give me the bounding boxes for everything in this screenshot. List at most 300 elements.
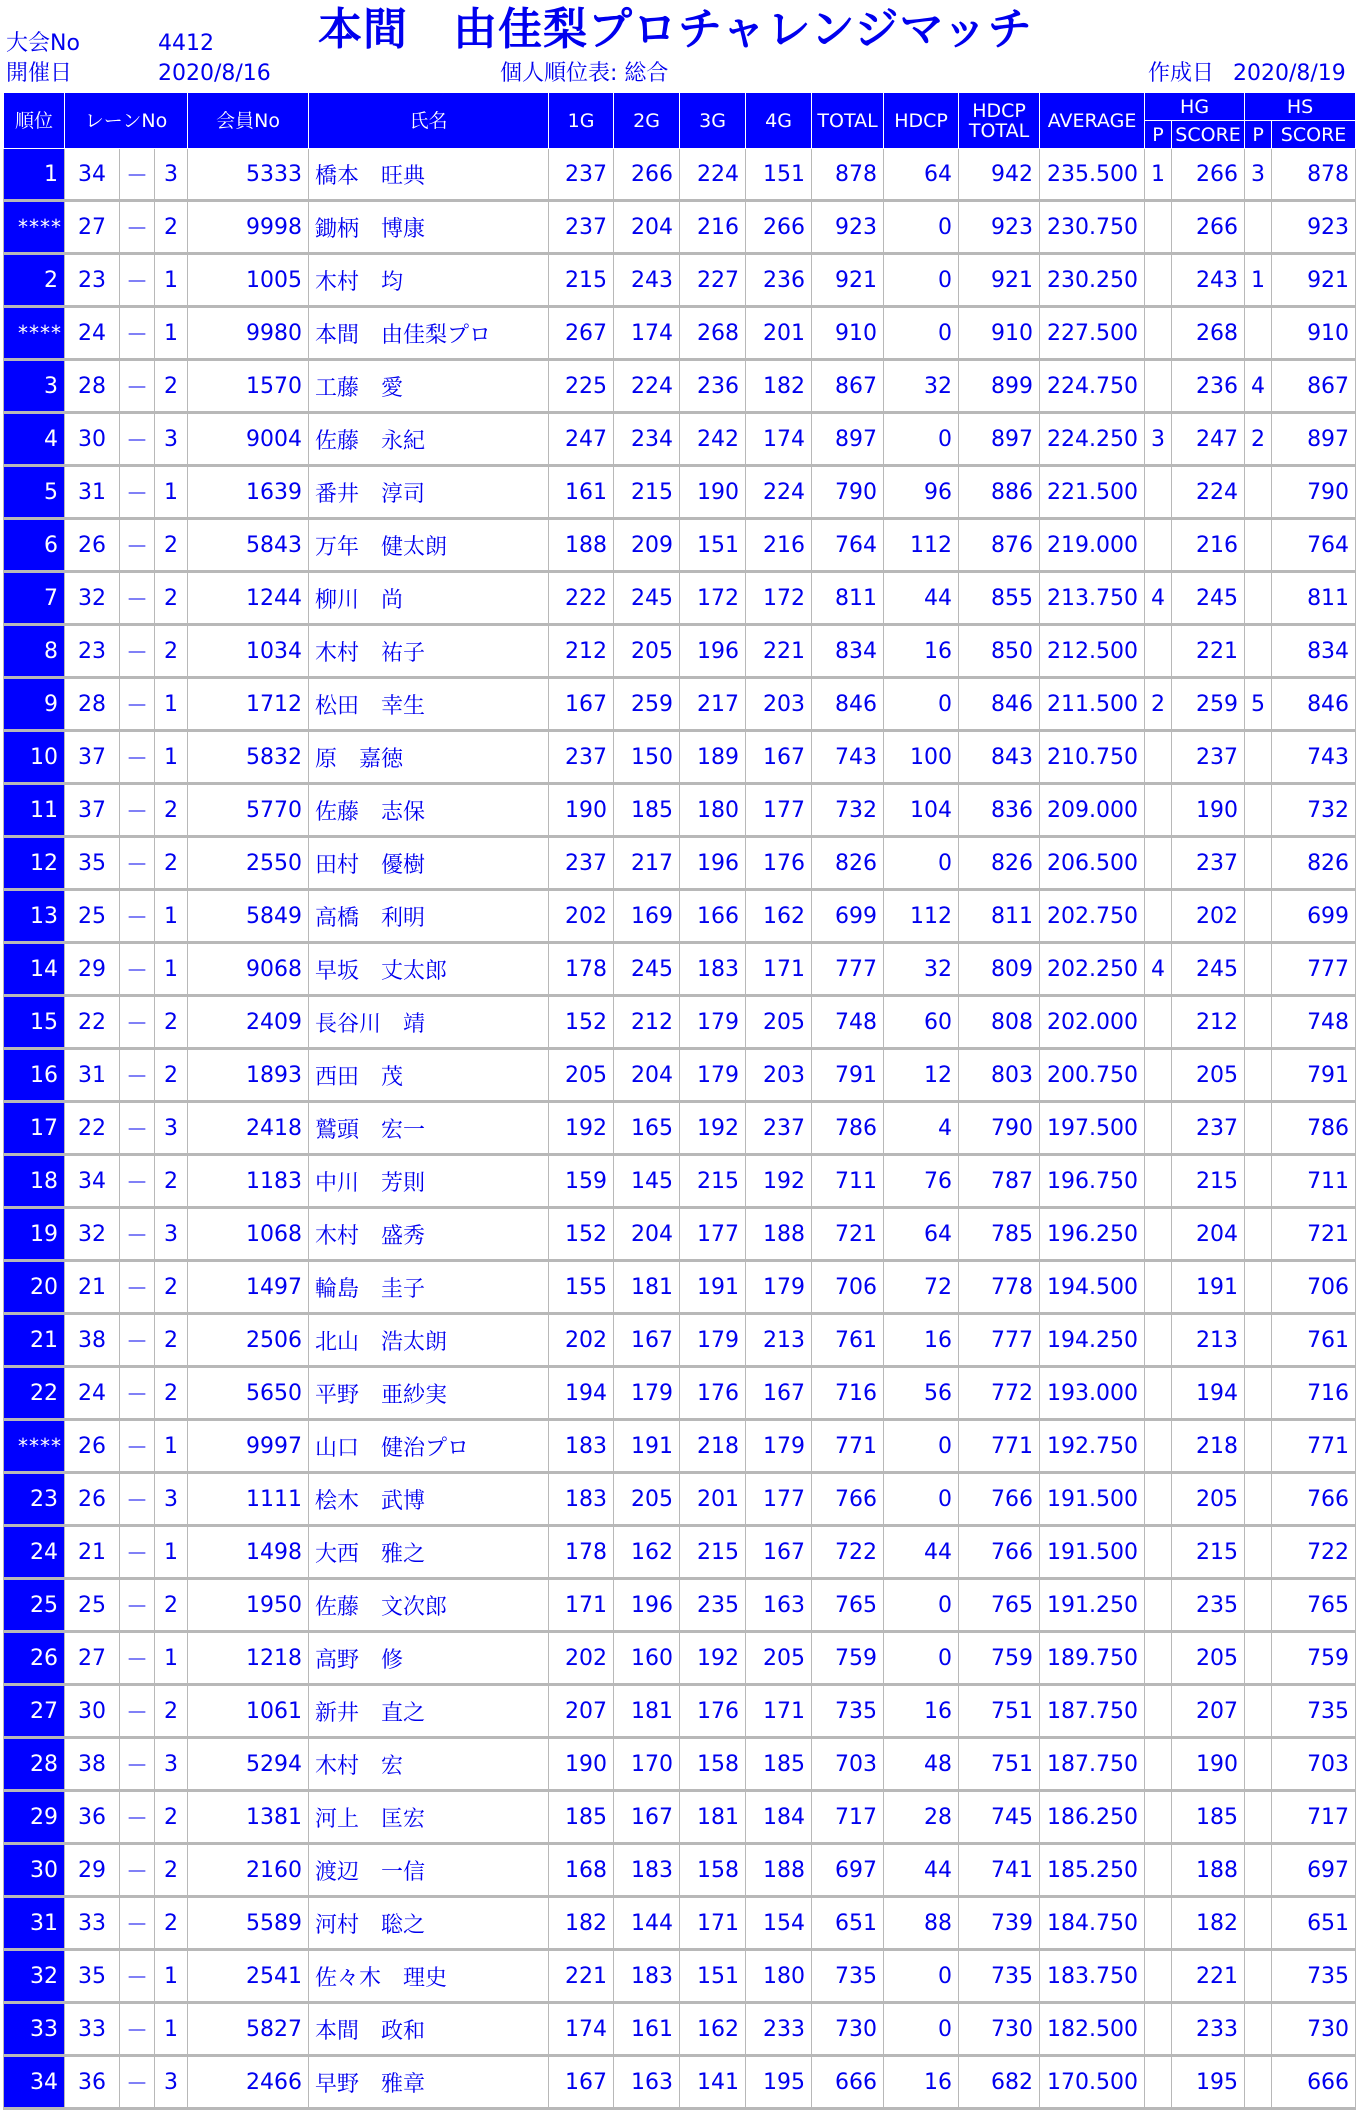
hdcp-cell: 0: [884, 1473, 959, 1526]
rank-cell: ****: [4, 307, 65, 360]
total-cell: 711: [812, 1155, 884, 1208]
lane-cell: 36: [65, 1791, 120, 1844]
game3-cell: 227: [680, 254, 746, 307]
rank-cell: 1: [4, 149, 65, 201]
game4-cell: 167: [746, 1526, 812, 1579]
game2-cell: 259: [614, 678, 680, 731]
lane-cell: 34: [65, 1155, 120, 1208]
hdcp-total-cell: 745: [959, 1791, 1040, 1844]
total-cell: 759: [812, 1632, 884, 1685]
game1-cell: 205: [549, 1049, 614, 1102]
hdcp-cell: 32: [884, 943, 959, 996]
total-cell: 921: [812, 254, 884, 307]
hs-score-cell: 716: [1272, 1367, 1356, 1420]
game1-cell: 222: [549, 572, 614, 625]
col-total: TOTAL: [812, 93, 884, 149]
hdcp-cell: 44: [884, 1844, 959, 1897]
average-cell: 184.750: [1040, 1897, 1145, 1950]
lane-dash: －: [120, 201, 155, 254]
average-cell: 235.500: [1040, 149, 1145, 201]
total-cell: 666: [812, 2056, 884, 2109]
average-cell: 194.500: [1040, 1261, 1145, 1314]
hs-score-cell: 651: [1272, 1897, 1356, 1950]
hdcp-total-cell: 778: [959, 1261, 1040, 1314]
hg-score-cell: 236: [1172, 360, 1245, 413]
hs-score-cell: 721: [1272, 1208, 1356, 1261]
game4-cell: 174: [746, 413, 812, 466]
hs-place-cell: 4: [1245, 360, 1272, 413]
game2-cell: 183: [614, 1950, 680, 2003]
member-no-cell: 1068: [188, 1208, 309, 1261]
game2-cell: 144: [614, 1897, 680, 1950]
lane-sub-cell: 2: [155, 201, 188, 254]
rank-cell: 27: [4, 1685, 65, 1738]
hs-score-cell: 790: [1272, 466, 1356, 519]
col-hg: HG: [1145, 93, 1245, 121]
lane-cell: 30: [65, 1685, 120, 1738]
lane-sub-cell: 1: [155, 254, 188, 307]
hg-score-cell: 191: [1172, 1261, 1245, 1314]
game1-cell: 168: [549, 1844, 614, 1897]
lane-sub-cell: 2: [155, 1685, 188, 1738]
table-row: [4, 784, 1356, 837]
game3-cell: 201: [680, 1473, 746, 1526]
game1-cell: 237: [549, 149, 614, 201]
game3-cell: 215: [680, 1155, 746, 1208]
player-name-cell: 万年 健太朗: [309, 519, 549, 572]
average-cell: 202.250: [1040, 943, 1145, 996]
hg-score-cell: 245: [1172, 943, 1245, 996]
game4-cell: 167: [746, 731, 812, 784]
average-cell: 202.000: [1040, 996, 1145, 1049]
game2-cell: 245: [614, 572, 680, 625]
col-hs-p: P: [1245, 121, 1272, 149]
player-name-cell: 本間 政和: [309, 2003, 549, 2056]
player-name-cell: 橋本 旺典: [309, 149, 549, 201]
total-cell: 732: [812, 784, 884, 837]
hg-score-cell: 237: [1172, 837, 1245, 890]
page-title: 本間 由佳梨プロチャレンジマッチ: [318, 4, 1033, 55]
game2-cell: 174: [614, 307, 680, 360]
table-row: [4, 625, 1356, 678]
hdcp-total-cell: 751: [959, 1685, 1040, 1738]
lane-sub-cell: 2: [155, 1049, 188, 1102]
game3-cell: 171: [680, 1897, 746, 1950]
hg-place-cell: [1145, 1473, 1172, 1526]
hg-score-cell: 245: [1172, 572, 1245, 625]
hg-place-cell: [1145, 1367, 1172, 1420]
lane-sub-cell: 3: [155, 1738, 188, 1791]
hdcp-cell: 16: [884, 2056, 959, 2109]
rank-cell: 15: [4, 996, 65, 1049]
lane-sub-cell: 2: [155, 996, 188, 1049]
hs-score-cell: 786: [1272, 1102, 1356, 1155]
player-name-cell: 佐々木 理史: [309, 1950, 549, 2003]
lane-dash: －: [120, 1367, 155, 1420]
table-row: [4, 890, 1356, 943]
lane-dash: －: [120, 572, 155, 625]
hdcp-total-cell: 897: [959, 413, 1040, 466]
game2-cell: 212: [614, 996, 680, 1049]
game2-cell: 183: [614, 1844, 680, 1897]
member-no-cell: 5832: [188, 731, 309, 784]
lane-cell: 35: [65, 1950, 120, 2003]
hg-score-cell: 233: [1172, 2003, 1245, 2056]
game4-cell: 185: [746, 1738, 812, 1791]
hs-score-cell: 867: [1272, 360, 1356, 413]
game2-cell: 205: [614, 625, 680, 678]
game3-cell: 268: [680, 307, 746, 360]
hg-place-cell: [1145, 1420, 1172, 1473]
hg-score-cell: 215: [1172, 1155, 1245, 1208]
hdcp-cell: 0: [884, 307, 959, 360]
table-row: [4, 1738, 1356, 1791]
lane-dash: －: [120, 1261, 155, 1314]
hs-place-cell: [1245, 1420, 1272, 1473]
lane-dash: －: [120, 678, 155, 731]
created-label: 作成日: [1148, 61, 1215, 86]
lane-sub-cell: 1: [155, 466, 188, 519]
rank-cell: 5: [4, 466, 65, 519]
hdcp-cell: 0: [884, 2003, 959, 2056]
game4-cell: 162: [746, 890, 812, 943]
hg-score-cell: 243: [1172, 254, 1245, 307]
table-row: [4, 360, 1356, 413]
lane-sub-cell: 1: [155, 2003, 188, 2056]
hg-score-cell: 266: [1172, 149, 1245, 201]
rank-cell: 33: [4, 2003, 65, 2056]
lane-dash: －: [120, 2003, 155, 2056]
hs-score-cell: 706: [1272, 1261, 1356, 1314]
hg-place-cell: 3: [1145, 413, 1172, 466]
table-row: [4, 1950, 1356, 2003]
hdcp-total-cell: 741: [959, 1844, 1040, 1897]
hs-place-cell: [1245, 837, 1272, 890]
lane-sub-cell: 2: [155, 572, 188, 625]
game4-cell: 177: [746, 784, 812, 837]
hs-score-cell: 748: [1272, 996, 1356, 1049]
event-no-label: 大会No: [6, 31, 80, 56]
col-name: 氏名: [309, 93, 549, 149]
game3-cell: 224: [680, 149, 746, 201]
hs-place-cell: [1245, 1049, 1272, 1102]
hg-place-cell: [1145, 1844, 1172, 1897]
player-name-cell: 北山 浩太朗: [309, 1314, 549, 1367]
hg-score-cell: 204: [1172, 1208, 1245, 1261]
game2-cell: 224: [614, 360, 680, 413]
hg-place-cell: [1145, 1155, 1172, 1208]
player-name-cell: 木村 宏: [309, 1738, 549, 1791]
table-row: [4, 1897, 1356, 1950]
col-hs: HS: [1245, 93, 1356, 121]
hs-place-cell: [1245, 1208, 1272, 1261]
hg-place-cell: [1145, 307, 1172, 360]
game2-cell: 191: [614, 1420, 680, 1473]
hg-place-cell: [1145, 1314, 1172, 1367]
lane-cell: 31: [65, 1049, 120, 1102]
hs-place-cell: [1245, 1367, 1272, 1420]
hdcp-cell: 16: [884, 1685, 959, 1738]
lane-cell: 26: [65, 1473, 120, 1526]
lane-dash: －: [120, 996, 155, 1049]
game3-cell: 158: [680, 1738, 746, 1791]
hdcp-total-cell: 809: [959, 943, 1040, 996]
hdcp-total-cell: 808: [959, 996, 1040, 1049]
hs-score-cell: 765: [1272, 1579, 1356, 1632]
member-no-cell: 2506: [188, 1314, 309, 1367]
total-cell: 791: [812, 1049, 884, 1102]
table-row: [4, 1367, 1356, 1420]
lane-dash: －: [120, 1844, 155, 1897]
col-hg-score: SCORE: [1172, 121, 1245, 149]
lane-cell: 22: [65, 1102, 120, 1155]
game2-cell: 181: [614, 1261, 680, 1314]
game4-cell: 201: [746, 307, 812, 360]
game3-cell: 192: [680, 1632, 746, 1685]
hg-score-cell: 202: [1172, 890, 1245, 943]
hs-score-cell: 735: [1272, 1685, 1356, 1738]
lane-sub-cell: 2: [155, 1367, 188, 1420]
player-name-cell: 松田 幸生: [309, 678, 549, 731]
hs-score-cell: 711: [1272, 1155, 1356, 1208]
col-3g: 3G: [680, 93, 746, 149]
member-no-cell: 2541: [188, 1950, 309, 2003]
hg-score-cell: 215: [1172, 1526, 1245, 1579]
game1-cell: 183: [549, 1473, 614, 1526]
hg-score-cell: 237: [1172, 731, 1245, 784]
game4-cell: 195: [746, 2056, 812, 2109]
game3-cell: 179: [680, 1314, 746, 1367]
game3-cell: 191: [680, 1261, 746, 1314]
total-cell: 748: [812, 996, 884, 1049]
member-no-cell: 1639: [188, 466, 309, 519]
lane-cell: 26: [65, 1420, 120, 1473]
member-no-cell: 5849: [188, 890, 309, 943]
average-cell: 230.250: [1040, 254, 1145, 307]
game2-cell: 204: [614, 1208, 680, 1261]
member-no-cell: 1570: [188, 360, 309, 413]
hg-score-cell: 221: [1172, 1950, 1245, 2003]
game2-cell: 234: [614, 413, 680, 466]
player-name-cell: 桧木 武博: [309, 1473, 549, 1526]
table-header: [4, 93, 1356, 149]
game4-cell: 192: [746, 1155, 812, 1208]
hg-score-cell: 235: [1172, 1579, 1245, 1632]
game3-cell: 179: [680, 1049, 746, 1102]
game3-cell: 218: [680, 1420, 746, 1473]
hs-score-cell: 717: [1272, 1791, 1356, 1844]
lane-sub-cell: 2: [155, 1897, 188, 1950]
member-no-cell: 1893: [188, 1049, 309, 1102]
lane-sub-cell: 1: [155, 731, 188, 784]
game3-cell: 162: [680, 2003, 746, 2056]
hg-score-cell: 213: [1172, 1314, 1245, 1367]
game3-cell: 179: [680, 996, 746, 1049]
rank-cell: 31: [4, 1897, 65, 1950]
table-body: [4, 149, 1356, 2109]
col-hg-p: P: [1145, 121, 1172, 149]
lane-dash: －: [120, 1685, 155, 1738]
player-name-cell: 工藤 愛: [309, 360, 549, 413]
lane-cell: 21: [65, 1526, 120, 1579]
hs-place-cell: [1245, 466, 1272, 519]
player-name-cell: 山口 健治プロ: [309, 1420, 549, 1473]
average-cell: 194.250: [1040, 1314, 1145, 1367]
average-cell: 230.750: [1040, 201, 1145, 254]
game2-cell: 161: [614, 2003, 680, 2056]
game1-cell: 237: [549, 731, 614, 784]
hdcp-cell: 48: [884, 1738, 959, 1791]
total-cell: 923: [812, 201, 884, 254]
lane-cell: 22: [65, 996, 120, 1049]
game4-cell: 180: [746, 1950, 812, 2003]
game2-cell: 169: [614, 890, 680, 943]
hdcp-total-cell: 785: [959, 1208, 1040, 1261]
average-cell: 202.750: [1040, 890, 1145, 943]
game4-cell: 188: [746, 1844, 812, 1897]
lane-sub-cell: 3: [155, 413, 188, 466]
game2-cell: 266: [614, 149, 680, 201]
game1-cell: 202: [549, 1314, 614, 1367]
game3-cell: 192: [680, 1102, 746, 1155]
hg-place-cell: 4: [1145, 943, 1172, 996]
col-lane: レーンNo: [65, 93, 188, 149]
rank-cell: 21: [4, 1314, 65, 1367]
game4-cell: 203: [746, 678, 812, 731]
hg-place-cell: [1145, 1526, 1172, 1579]
member-no-cell: 5770: [188, 784, 309, 837]
table-row: [4, 1314, 1356, 1367]
col-4g: 4G: [746, 93, 812, 149]
hdcp-cell: 56: [884, 1367, 959, 1420]
lane-dash: －: [120, 784, 155, 837]
rank-cell: 7: [4, 572, 65, 625]
hdcp-total-cell: 850: [959, 625, 1040, 678]
hdcp-cell: 28: [884, 1791, 959, 1844]
lane-dash: －: [120, 1155, 155, 1208]
member-no-cell: 1218: [188, 1632, 309, 1685]
hg-score-cell: 190: [1172, 784, 1245, 837]
hdcp-total-cell: 886: [959, 466, 1040, 519]
lane-cell: 34: [65, 149, 120, 201]
lane-sub-cell: 2: [155, 625, 188, 678]
hs-place-cell: [1245, 625, 1272, 678]
hdcp-cell: 76: [884, 1155, 959, 1208]
rank-cell: 16: [4, 1049, 65, 1102]
total-cell: 651: [812, 1897, 884, 1950]
game3-cell: 151: [680, 1950, 746, 2003]
hs-place-cell: [1245, 1579, 1272, 1632]
member-no-cell: 1497: [188, 1261, 309, 1314]
game4-cell: 216: [746, 519, 812, 572]
hdcp-cell: 12: [884, 1049, 959, 1102]
table-row: [4, 837, 1356, 890]
table-row: [4, 1473, 1356, 1526]
hg-place-cell: [1145, 890, 1172, 943]
game4-cell: 184: [746, 1791, 812, 1844]
average-cell: 221.500: [1040, 466, 1145, 519]
hdcp-cell: 100: [884, 731, 959, 784]
hs-score-cell: 791: [1272, 1049, 1356, 1102]
lane-sub-cell: 2: [155, 1844, 188, 1897]
average-cell: 210.750: [1040, 731, 1145, 784]
hs-place-cell: [1245, 2056, 1272, 2109]
hg-place-cell: [1145, 1791, 1172, 1844]
rank-cell: 25: [4, 1579, 65, 1632]
hg-score-cell: 205: [1172, 1049, 1245, 1102]
hdcp-cell: 0: [884, 678, 959, 731]
rank-cell: 18: [4, 1155, 65, 1208]
table-row: [4, 1049, 1356, 1102]
game2-cell: 243: [614, 254, 680, 307]
rank-cell: 8: [4, 625, 65, 678]
player-name-cell: 西田 茂: [309, 1049, 549, 1102]
player-name-cell: 河上 匡宏: [309, 1791, 549, 1844]
lane-dash: －: [120, 1049, 155, 1102]
game1-cell: 190: [549, 784, 614, 837]
hdcp-total-cell: 843: [959, 731, 1040, 784]
player-name-cell: 佐藤 志保: [309, 784, 549, 837]
game2-cell: 167: [614, 1314, 680, 1367]
lane-dash: －: [120, 254, 155, 307]
member-no-cell: 1381: [188, 1791, 309, 1844]
col-member: 会員No: [188, 93, 309, 149]
lane-dash: －: [120, 1791, 155, 1844]
player-name-cell: 番井 淳司: [309, 466, 549, 519]
game1-cell: 188: [549, 519, 614, 572]
hg-place-cell: [1145, 254, 1172, 307]
hg-place-cell: 2: [1145, 678, 1172, 731]
hdcp-cell: 104: [884, 784, 959, 837]
member-no-cell: 1244: [188, 572, 309, 625]
total-cell: 846: [812, 678, 884, 731]
rank-cell: 17: [4, 1102, 65, 1155]
hg-score-cell: 237: [1172, 1102, 1245, 1155]
hs-score-cell: 811: [1272, 572, 1356, 625]
total-cell: 786: [812, 1102, 884, 1155]
game2-cell: 185: [614, 784, 680, 837]
rank-cell: 32: [4, 1950, 65, 2003]
lane-dash: －: [120, 625, 155, 678]
average-cell: 191.500: [1040, 1473, 1145, 1526]
game2-cell: 162: [614, 1526, 680, 1579]
hdcp-cell: 0: [884, 1579, 959, 1632]
player-name-cell: 長谷川 靖: [309, 996, 549, 1049]
total-cell: 777: [812, 943, 884, 996]
game4-cell: 205: [746, 996, 812, 1049]
hs-score-cell: 834: [1272, 625, 1356, 678]
hg-score-cell: 185: [1172, 1791, 1245, 1844]
hs-score-cell: 878: [1272, 149, 1356, 201]
game4-cell: 171: [746, 1685, 812, 1738]
game3-cell: 190: [680, 466, 746, 519]
hdcp-cell: 44: [884, 572, 959, 625]
player-name-cell: 中川 芳則: [309, 1155, 549, 1208]
rank-cell: 20: [4, 1261, 65, 1314]
game4-cell: 237: [746, 1102, 812, 1155]
game1-cell: 190: [549, 1738, 614, 1791]
hs-score-cell: 771: [1272, 1420, 1356, 1473]
lane-sub-cell: 1: [155, 678, 188, 731]
average-cell: 182.500: [1040, 2003, 1145, 2056]
player-name-cell: 河村 聡之: [309, 1897, 549, 1950]
rank-cell: 23: [4, 1473, 65, 1526]
hs-place-cell: [1245, 1526, 1272, 1579]
hdcp-cell: 112: [884, 519, 959, 572]
lane-dash: －: [120, 413, 155, 466]
hdcp-total-cell: 855: [959, 572, 1040, 625]
game1-cell: 247: [549, 413, 614, 466]
